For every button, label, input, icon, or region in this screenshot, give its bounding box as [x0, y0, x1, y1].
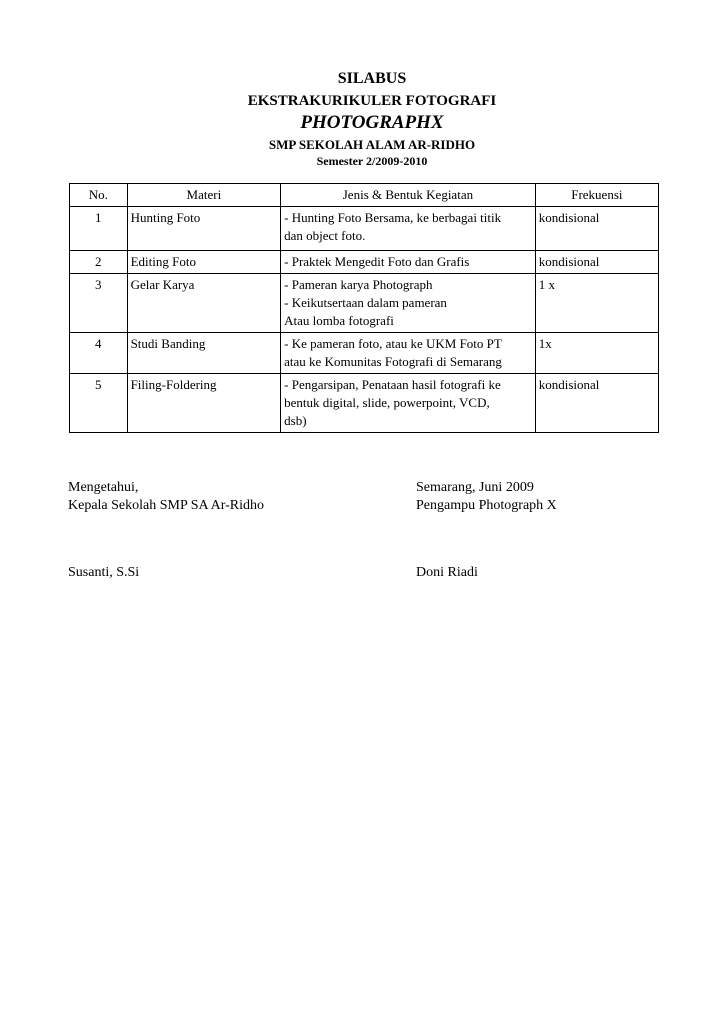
cell-frekuensi: kondisional	[535, 251, 658, 274]
cell-kegiatan	[281, 333, 536, 374]
kegiatan-line: - Keikutsertaan dalam pameran	[284, 295, 447, 310]
kegiatan-line: - Pengarsipan, Penataan hasil fotografi ke	[284, 377, 501, 392]
table-row	[70, 374, 659, 433]
document-title: SILABUS	[337, 70, 407, 87]
kegiatan-line: - Hunting Foto Bersama, ke berbagai titik	[284, 210, 502, 225]
principal-name: Susanti, S.Si	[68, 565, 140, 580]
cell-frekuensi: 1x	[535, 333, 658, 374]
table-row	[70, 207, 659, 251]
cell-kegiatan	[281, 207, 536, 251]
cell-no: 5	[70, 374, 128, 433]
club-brand: PHOTOGRAPHX	[300, 112, 444, 133]
cell-materi: Gelar Karya	[127, 274, 281, 333]
semester-label: Semester 2/2009-2010	[316, 154, 428, 168]
school-name: SMP SEKOLAH ALAM AR-RIDHO	[268, 137, 476, 152]
instructor-name: Doni Riadi	[416, 565, 478, 580]
cell-no: 1	[70, 207, 128, 251]
cell-no: 4	[70, 333, 128, 374]
table-header-row	[70, 184, 659, 207]
header-no: No.	[70, 184, 128, 207]
kegiatan-line: Atau lomba fotografi	[284, 313, 394, 328]
kegiatan-line: - Pameran karya Photograph	[284, 277, 433, 292]
kegiatan-line: dan object foto.	[284, 228, 366, 243]
cell-materi: Filing-Foldering	[127, 374, 281, 433]
document-subtitle: EKSTRAKURIKULER FOTOGRAFI	[247, 93, 497, 109]
kegiatan-line: - Ke pameran foto, atau ke UKM Foto PT	[284, 336, 502, 351]
kegiatan-line: bentuk digital, slide, powerpoint, VCD,	[284, 395, 490, 410]
table-row	[70, 274, 659, 333]
cell-no: 2	[70, 251, 128, 274]
header-kegiatan: Jenis & Bentuk Kegiatan	[281, 184, 536, 207]
instructor-title: Pengampu Photograph X	[416, 498, 557, 513]
cell-kegiatan	[281, 374, 536, 433]
cell-kegiatan	[281, 274, 536, 333]
principal-title: Kepala Sekolah SMP SA Ar-Ridho	[68, 498, 264, 513]
cell-materi: Studi Banding	[127, 333, 281, 374]
header-materi: Materi	[127, 184, 281, 207]
cell-materi: Hunting Foto	[127, 207, 281, 251]
cell-frekuensi: 1 x	[535, 274, 658, 333]
kegiatan-line: atau ke Komunitas Fotografi di Semarang	[284, 354, 502, 369]
table-row	[70, 333, 659, 374]
kegiatan-line: dsb)	[284, 413, 307, 428]
kegiatan-line: - Praktek Mengedit Foto dan Grafis	[284, 254, 470, 269]
header-frekuensi: Frekuensi	[535, 184, 658, 207]
acknowledgement-label: Mengetahui,	[68, 480, 139, 495]
cell-kegiatan	[281, 251, 536, 274]
cell-frekuensi: kondisional	[535, 374, 658, 433]
cell-frekuensi: kondisional	[535, 207, 658, 251]
cell-materi: Editing Foto	[127, 251, 281, 274]
syllabus-table	[69, 183, 659, 433]
place-date: Semarang, Juni 2009	[416, 480, 534, 495]
cell-no: 3	[70, 274, 128, 333]
table-row	[70, 251, 659, 274]
